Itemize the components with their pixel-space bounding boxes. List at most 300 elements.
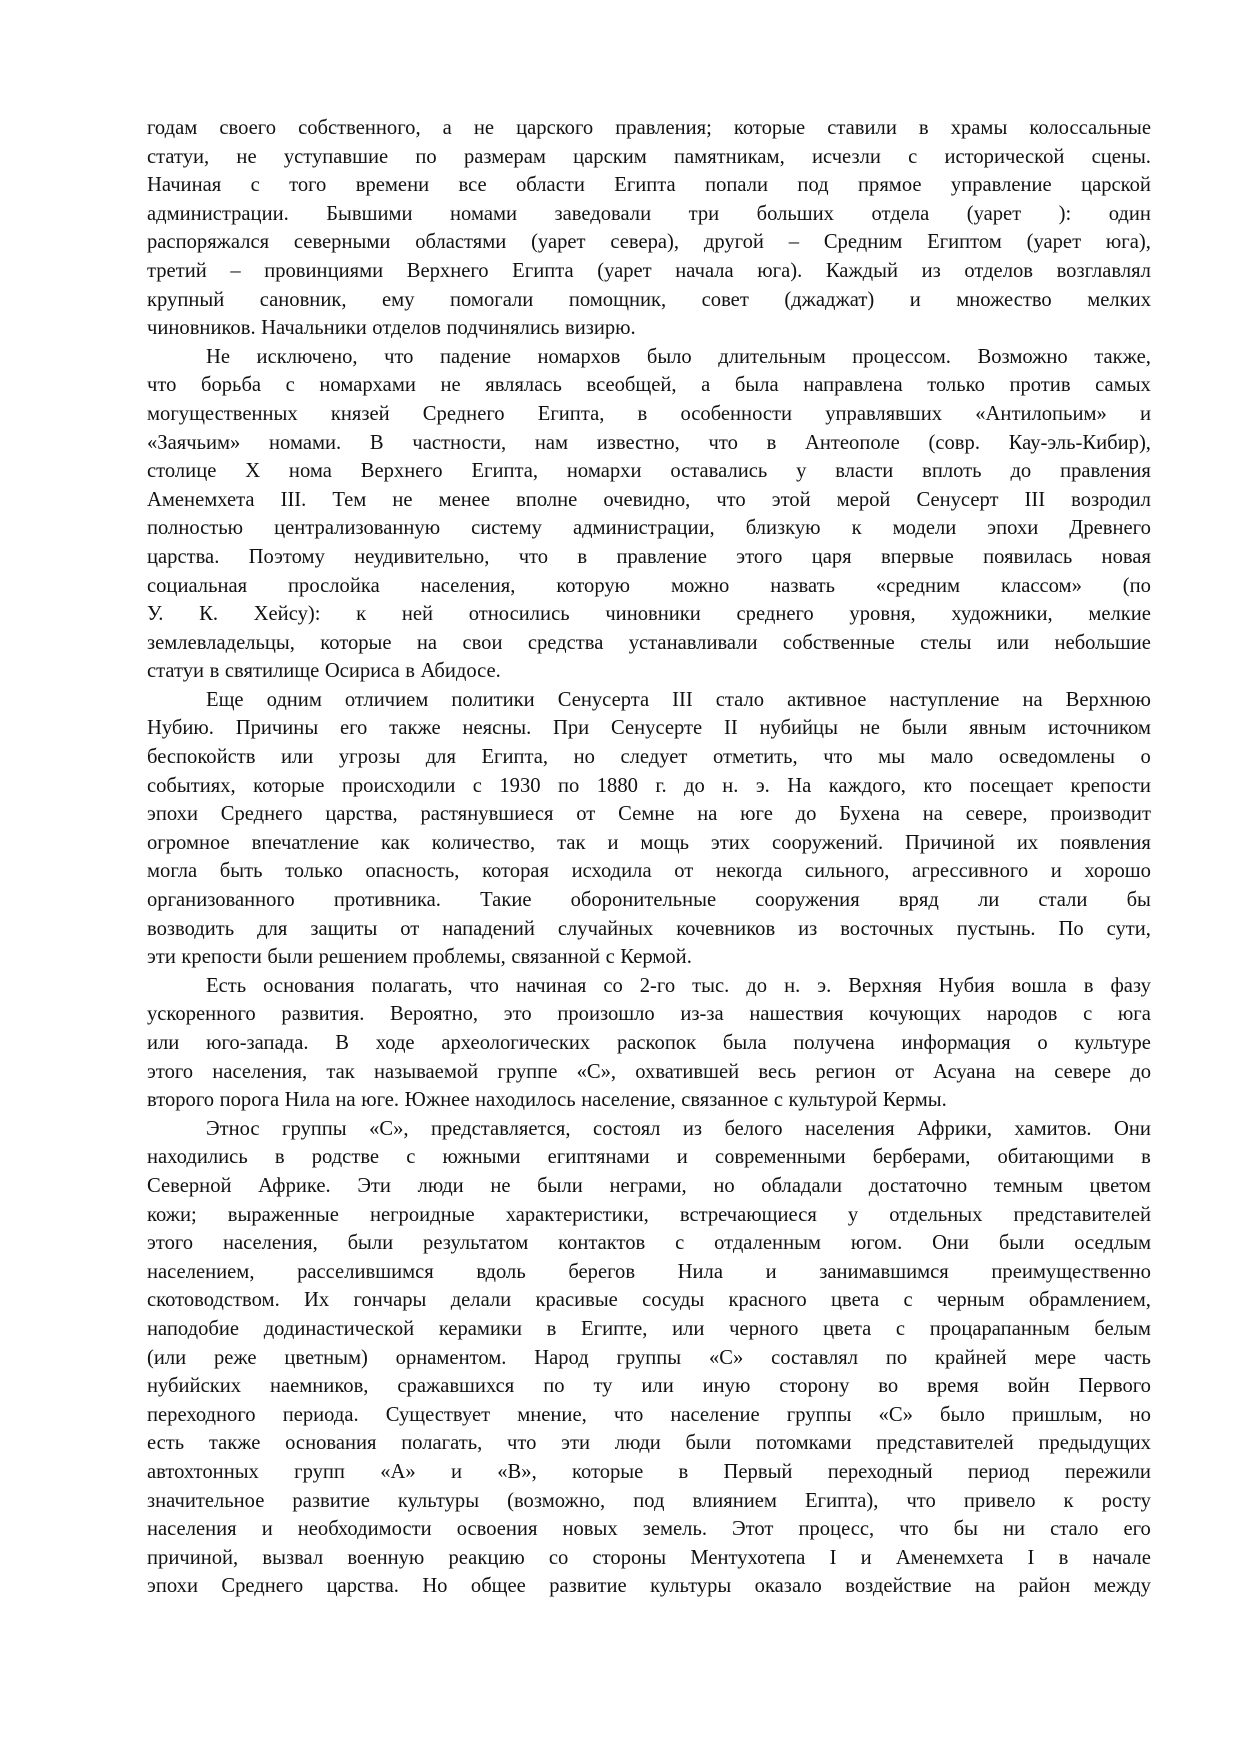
word: «A» xyxy=(380,1460,416,1483)
word: наемников, xyxy=(269,1375,369,1398)
word: были xyxy=(901,717,948,740)
word: из xyxy=(798,917,818,940)
word: Первый xyxy=(723,1460,793,1483)
word: могущественных xyxy=(147,402,298,425)
word: между xyxy=(1093,1575,1151,1598)
word: крайней xyxy=(934,1346,1007,1369)
word: устанавливали xyxy=(628,631,758,654)
word: бы xyxy=(953,1518,978,1541)
word: III xyxy=(672,688,693,711)
word: Египта, xyxy=(471,460,539,483)
word: что xyxy=(613,1403,644,1426)
word: (уарет xyxy=(531,231,586,254)
word: иную xyxy=(702,1375,751,1398)
word: статуи, xyxy=(147,145,210,168)
word: населения xyxy=(147,1518,237,1541)
word: возродил xyxy=(1071,488,1151,511)
text-line xyxy=(147,114,1151,143)
text-line xyxy=(147,1000,1151,1029)
word: произошло xyxy=(557,1003,655,1026)
word: были xyxy=(998,1232,1045,1255)
word: культурой xyxy=(788,1089,878,1112)
word: его xyxy=(1123,1518,1151,1541)
word: развитие xyxy=(292,1489,370,1512)
text-line xyxy=(147,943,1151,972)
word: заведовали xyxy=(554,202,652,225)
word: Бывшими xyxy=(326,202,413,225)
word: охватившей xyxy=(635,1060,740,1083)
word: этой xyxy=(771,488,811,511)
word: или xyxy=(672,1317,705,1340)
word: порога xyxy=(219,1089,280,1112)
word: уступавшие xyxy=(283,145,389,168)
word: модели xyxy=(892,517,957,540)
word: так xyxy=(326,1060,355,1083)
word: менее xyxy=(438,488,491,511)
text-line xyxy=(147,314,1151,343)
word: ): xyxy=(1058,202,1072,225)
word: каждого, xyxy=(828,774,906,797)
word: Они xyxy=(1114,1117,1151,1140)
word: с xyxy=(895,1317,906,1340)
word: все xyxy=(458,174,487,197)
word: Есть xyxy=(206,974,247,997)
word: до xyxy=(1130,1060,1151,1083)
word: было xyxy=(939,1403,985,1426)
word: процессом. xyxy=(852,345,951,368)
word: наподобие xyxy=(147,1317,240,1340)
word: противника. xyxy=(333,889,441,912)
word: до xyxy=(684,774,705,797)
word: князей xyxy=(330,402,390,425)
word: мерой xyxy=(836,488,891,511)
word: 1880 xyxy=(596,774,638,797)
word: назвать xyxy=(770,574,835,597)
word: н. xyxy=(784,974,801,997)
word: сооружения xyxy=(755,889,860,912)
word: темным xyxy=(993,1174,1063,1197)
word: оседлым xyxy=(1074,1232,1151,1255)
word: начала xyxy=(675,259,734,282)
word: Семне xyxy=(618,803,675,826)
word: «C», xyxy=(369,1117,409,1140)
word: или xyxy=(147,1032,180,1054)
word: люди xyxy=(614,1432,661,1455)
word: не xyxy=(490,1174,511,1197)
word: наступление xyxy=(889,688,1000,711)
word: у xyxy=(847,1203,859,1226)
word: отдельных xyxy=(889,1203,983,1226)
word: Не xyxy=(206,345,231,368)
word: хорошо xyxy=(1084,860,1151,883)
word: стало xyxy=(715,688,765,711)
word: потомками xyxy=(755,1432,852,1455)
word: получена xyxy=(793,1032,875,1054)
word: своего xyxy=(219,117,277,139)
word: период xyxy=(967,1460,1030,1483)
word: номами xyxy=(450,202,518,225)
word: третий xyxy=(147,259,207,282)
word: отметить, xyxy=(712,746,798,769)
word: номархов xyxy=(537,345,621,368)
word: мало xyxy=(930,746,974,769)
word: выраженные xyxy=(227,1203,339,1226)
word: также, xyxy=(1094,345,1151,368)
word: Ментухотепа xyxy=(690,1546,806,1569)
word: керамики xyxy=(438,1317,522,1340)
word: царя xyxy=(811,545,852,568)
word: источником xyxy=(1048,717,1151,740)
word: которые xyxy=(571,1460,644,1483)
word: Аменемхета xyxy=(895,1546,1004,1569)
word: (уарет xyxy=(1026,231,1082,254)
word: юга). xyxy=(757,259,803,282)
word: сути, xyxy=(1106,917,1151,940)
word: но xyxy=(713,1174,735,1197)
word: пустынь. xyxy=(956,917,1036,940)
text-line xyxy=(147,457,1151,486)
word: чиновников. xyxy=(147,317,256,340)
word: хамитов. xyxy=(1014,1117,1092,1140)
word: того xyxy=(289,174,327,197)
word: прослойка xyxy=(288,574,380,597)
word: распоряжался xyxy=(147,231,270,254)
word: мелких xyxy=(1087,288,1151,311)
word: в xyxy=(918,117,929,139)
word: эпохи xyxy=(147,803,198,826)
word: больших xyxy=(756,202,834,225)
word: Древнего xyxy=(1069,517,1151,540)
word: воздействие xyxy=(845,1575,952,1598)
word: крепости xyxy=(1070,774,1151,797)
word: не xyxy=(440,374,461,397)
word: часть xyxy=(1103,1346,1151,1369)
word: южными xyxy=(442,1146,521,1169)
word: и xyxy=(1139,402,1151,425)
word: осведомлены xyxy=(998,746,1116,769)
word: цветным) xyxy=(284,1346,368,1369)
word: сторону xyxy=(779,1375,850,1398)
word: царства, xyxy=(325,803,398,826)
word: ли xyxy=(977,889,1000,912)
word: в xyxy=(546,1317,557,1340)
word: э. xyxy=(817,974,832,997)
word: этого xyxy=(736,545,783,568)
word: общее xyxy=(470,1575,526,1598)
word: другой xyxy=(703,231,764,254)
word: впервые xyxy=(880,545,954,568)
word: направлена xyxy=(803,374,903,397)
text-line xyxy=(147,514,1151,543)
word: цветом xyxy=(1089,1174,1151,1197)
word: орнаментом. xyxy=(395,1346,507,1369)
word: вплоть xyxy=(922,460,982,483)
word: Причины xyxy=(235,717,319,740)
word: во xyxy=(878,1375,899,1398)
word: всеобщей, xyxy=(586,374,677,397)
word: Аменемхета xyxy=(147,488,255,511)
word: группы xyxy=(282,1117,347,1140)
word: один xyxy=(1108,202,1151,225)
text-line xyxy=(147,1372,1151,1401)
word: севере, xyxy=(965,803,1028,826)
word: были xyxy=(685,1432,732,1455)
word: что xyxy=(906,1489,936,1512)
word: «Антилопьим» xyxy=(975,402,1107,425)
word: уровня, xyxy=(849,603,916,626)
word: землевладельцы, xyxy=(147,631,295,654)
word: этого xyxy=(147,1232,194,1255)
text-line xyxy=(147,1344,1151,1373)
word: которые xyxy=(320,631,392,654)
word: социальная xyxy=(147,574,248,597)
text-line xyxy=(147,1086,1151,1115)
word: есть xyxy=(147,1432,185,1455)
word: связанной xyxy=(511,946,601,969)
word: неудивительно, xyxy=(354,545,490,568)
word: для xyxy=(425,746,456,769)
word: процарапанным xyxy=(929,1317,1070,1340)
word: Среднего xyxy=(220,803,303,826)
text-line xyxy=(147,1544,1151,1573)
word: в xyxy=(209,660,220,683)
word: Антеополе xyxy=(805,431,900,454)
word: визирю. xyxy=(564,317,636,340)
word: весь xyxy=(758,1060,797,1083)
word: с xyxy=(605,946,615,969)
word: стелы xyxy=(920,631,972,654)
word: ускоренного xyxy=(147,1003,256,1026)
text-line xyxy=(147,257,1151,286)
word: были xyxy=(267,946,314,969)
word: классом» xyxy=(1000,574,1082,597)
word: (возможно, xyxy=(507,1489,606,1512)
word: совет xyxy=(701,288,749,311)
word: этого xyxy=(147,1060,194,1083)
word: Существует xyxy=(385,1403,491,1426)
text-line xyxy=(147,1572,1151,1601)
word: гончары xyxy=(353,1289,427,1312)
word: были xyxy=(347,1232,394,1255)
word: процесс, xyxy=(798,1518,875,1541)
word: влиянием xyxy=(692,1489,777,1512)
word: эпохи xyxy=(147,1575,198,1598)
word: Каждый xyxy=(825,259,899,282)
text-line xyxy=(147,1401,1151,1430)
word: прямое xyxy=(858,174,922,197)
word: управление xyxy=(950,174,1052,197)
word: в xyxy=(678,1460,689,1483)
text-line xyxy=(147,915,1151,944)
word: К. xyxy=(199,603,218,626)
word: вряд xyxy=(898,889,939,912)
word: красного xyxy=(728,1289,807,1312)
word: огромное xyxy=(147,831,230,854)
word: полагать, xyxy=(371,974,453,997)
word: что xyxy=(716,488,746,511)
word: обитающими xyxy=(997,1146,1115,1169)
word: которую xyxy=(556,574,631,597)
text-line xyxy=(147,829,1151,858)
word: но xyxy=(573,746,595,769)
word: ставили xyxy=(827,117,897,139)
text-line xyxy=(147,629,1151,658)
text-line xyxy=(147,228,1151,257)
word: состоял xyxy=(592,1117,661,1140)
word: Еще xyxy=(206,688,244,711)
word: размерам xyxy=(463,145,546,168)
word: негроидные xyxy=(369,1203,475,1226)
word: что xyxy=(469,974,499,997)
word: 2-го xyxy=(639,974,676,997)
word: г. xyxy=(655,774,667,797)
word: и xyxy=(765,1260,777,1283)
word: второго xyxy=(147,1089,215,1112)
word: могла xyxy=(147,860,198,883)
word: сильного, xyxy=(804,860,890,883)
word: колоссальные xyxy=(1029,117,1151,139)
word: Среднего xyxy=(422,402,505,425)
word: от xyxy=(674,860,694,883)
word: Верхнего xyxy=(360,460,443,483)
word: необходимости xyxy=(297,1518,432,1541)
word: кожи; xyxy=(147,1203,197,1226)
word: организованного xyxy=(147,889,295,912)
word: люди xyxy=(417,1174,464,1197)
word: В xyxy=(369,431,384,454)
word: время xyxy=(927,1375,979,1398)
word: обрамлением, xyxy=(1028,1289,1151,1312)
word: в xyxy=(577,545,588,568)
word: Абидосе. xyxy=(420,660,501,683)
word: предыдущих xyxy=(1038,1432,1151,1455)
word: Африке. xyxy=(258,1174,331,1197)
word: населения, xyxy=(222,1232,318,1255)
word: основания xyxy=(285,1432,377,1455)
word: нашествия xyxy=(749,1003,844,1026)
word: столице xyxy=(147,460,217,483)
word: Такие xyxy=(480,889,532,912)
word: из-за xyxy=(680,1003,724,1026)
word: неграми, xyxy=(609,1174,687,1197)
word: юго-запада. xyxy=(206,1032,309,1054)
word: номами. xyxy=(269,431,342,454)
text-line xyxy=(147,1429,1151,1458)
word: против xyxy=(1009,374,1071,397)
word: находились xyxy=(147,1146,248,1169)
word: к xyxy=(851,517,862,540)
word: группы xyxy=(786,1403,852,1426)
word: Египтом xyxy=(927,231,1002,254)
word: управлявших xyxy=(825,402,943,425)
word: мнение, xyxy=(517,1403,587,1426)
word: III xyxy=(1024,488,1046,511)
word: по xyxy=(415,145,437,168)
word: на xyxy=(1014,1060,1036,1083)
word: это xyxy=(503,1003,532,1026)
word: от xyxy=(400,917,420,940)
word: оказало xyxy=(754,1575,822,1598)
word: берегов xyxy=(568,1260,636,1283)
word: занимавшимся xyxy=(819,1260,949,1283)
word: близкую xyxy=(745,517,821,540)
word: статуи xyxy=(147,660,205,683)
word: «B», xyxy=(497,1460,537,1483)
word: Северной xyxy=(147,1174,232,1197)
word: Верхнюю xyxy=(1065,688,1151,711)
word: отделов xyxy=(372,317,441,340)
word: очевидно, xyxy=(603,488,691,511)
word: на xyxy=(922,803,943,826)
word: – xyxy=(230,259,241,282)
word: Кермой. xyxy=(620,946,692,969)
word: или xyxy=(281,746,314,769)
word: на xyxy=(1022,688,1043,711)
word: Бухена xyxy=(839,803,900,826)
word: сражавшихся xyxy=(397,1375,515,1398)
word: с xyxy=(1083,1003,1093,1026)
word: которые xyxy=(253,774,325,797)
word: связанное xyxy=(681,1089,769,1112)
word: пережили xyxy=(1064,1460,1151,1483)
word: известно, xyxy=(596,431,680,454)
word: вызвал xyxy=(262,1546,324,1569)
word: среднего xyxy=(736,603,814,626)
word: что xyxy=(147,374,177,397)
word: одним xyxy=(266,688,322,711)
word: беспокойств xyxy=(147,746,256,769)
word: самых xyxy=(1095,374,1151,397)
word: культуре xyxy=(1074,1032,1151,1054)
word: происходили xyxy=(341,774,456,797)
word: которые xyxy=(733,117,806,139)
word: небольшие xyxy=(1054,631,1151,654)
word: была xyxy=(734,374,779,397)
word: сцены. xyxy=(1091,145,1151,168)
word: систему xyxy=(471,517,542,540)
word: «средним xyxy=(875,574,961,597)
word: под xyxy=(797,174,829,197)
word: население, xyxy=(581,1089,676,1112)
word: по xyxy=(885,1346,908,1369)
word: только xyxy=(927,374,985,397)
text-line xyxy=(147,1115,1151,1144)
word: по xyxy=(557,774,580,797)
word: Среднего xyxy=(221,1575,304,1598)
word: делали xyxy=(450,1289,512,1312)
word: следует xyxy=(620,746,688,769)
word: администрации, xyxy=(572,517,715,540)
word: реже xyxy=(213,1346,257,1369)
word: Нила xyxy=(677,1260,723,1283)
word: на xyxy=(697,803,718,826)
word: Сенусерт xyxy=(916,488,999,511)
word: фазу xyxy=(1110,974,1151,997)
word: красивые xyxy=(535,1289,618,1312)
word: появления xyxy=(1060,831,1151,854)
word: к xyxy=(356,603,367,626)
word: не xyxy=(859,717,880,740)
word: отдаленным xyxy=(714,1232,821,1255)
word: с xyxy=(675,1232,685,1255)
word: на xyxy=(335,1089,356,1112)
word: количество, xyxy=(431,831,536,854)
word: стало xyxy=(1050,1518,1099,1541)
word: провинциями xyxy=(264,259,384,282)
word: появилась xyxy=(983,545,1073,568)
word: I xyxy=(1027,1546,1035,1569)
word: контактов xyxy=(558,1232,646,1255)
